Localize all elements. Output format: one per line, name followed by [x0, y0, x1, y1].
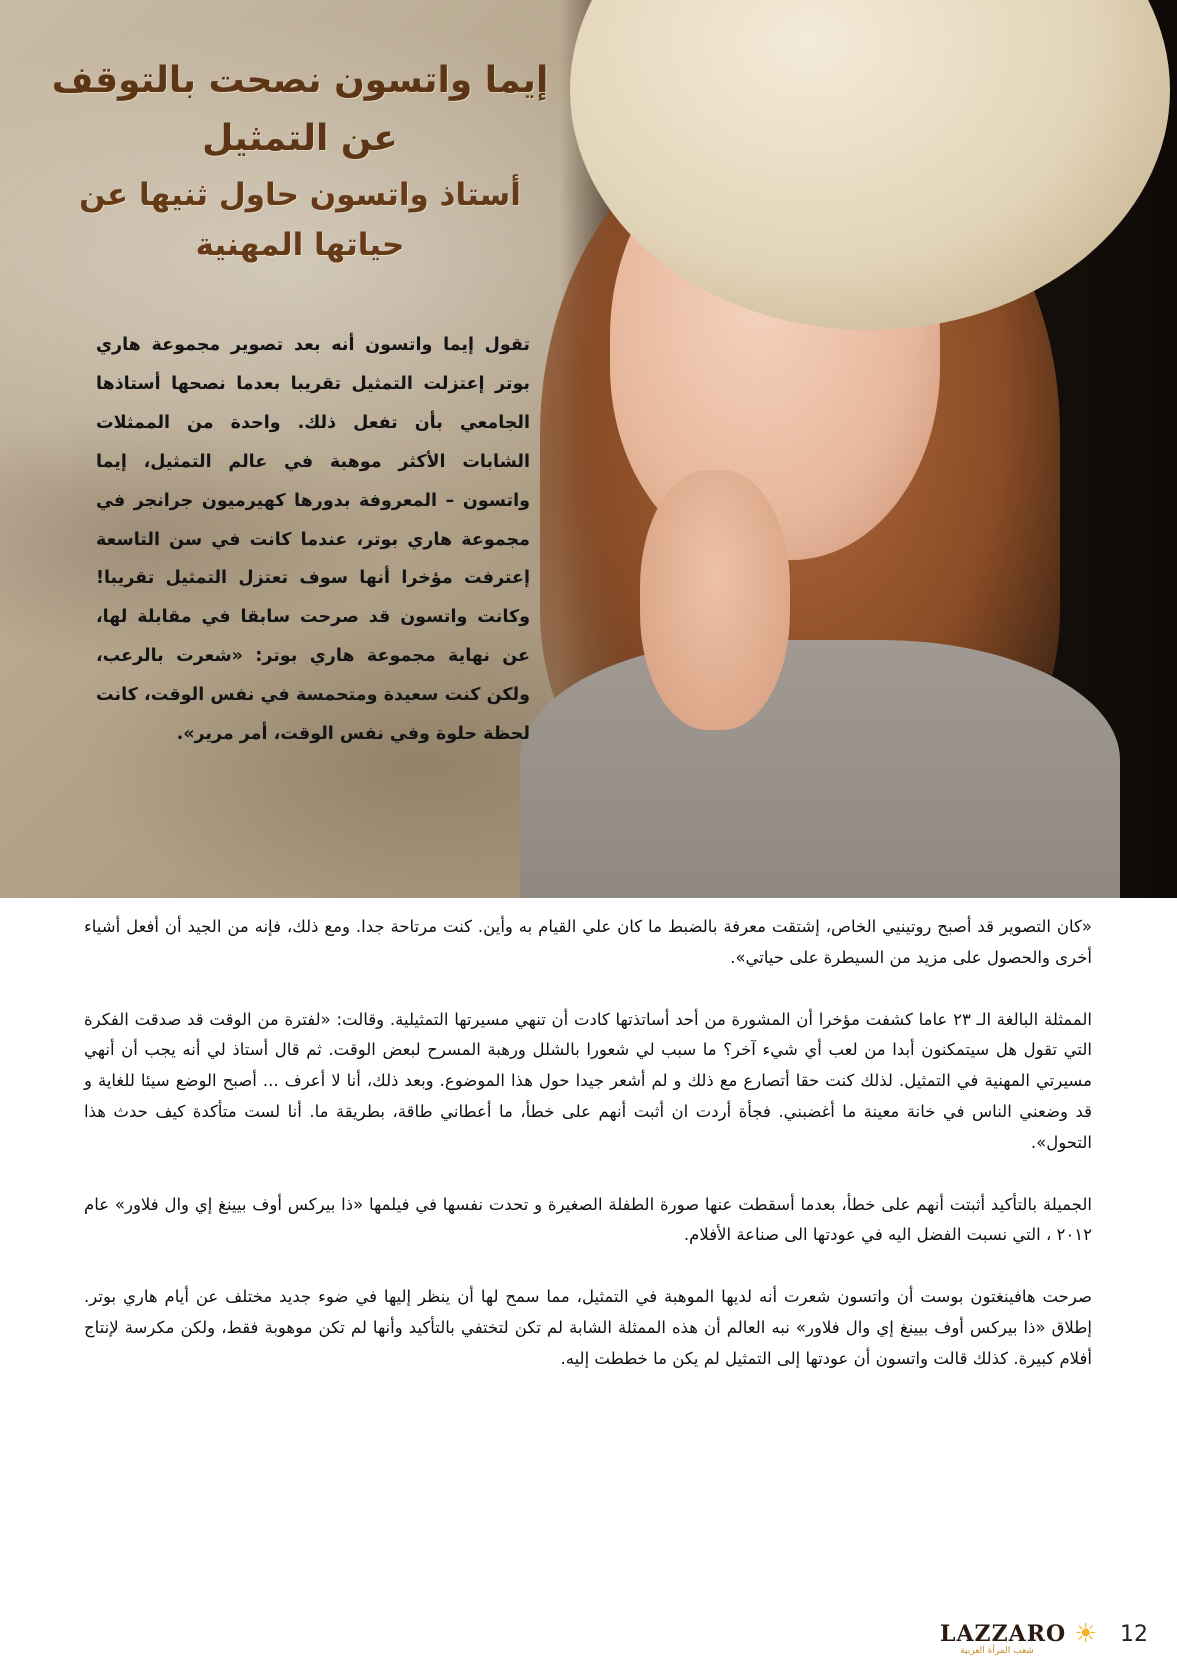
portrait-hand — [640, 470, 790, 730]
body-paragraph: صرحت هافينغتون بوست أن واتسون شعرت أنه لديها الموهبة في التمثيل، مما سمح لها أن ينظر إليها في ضوء جديد مختلف عن أيام هاري بوتر. إطلاق «ذا بيركس أوف بيينغ إي وال فلاور» نبه العالم أن هذه الممثلة الشابة لم تكن لتختفي بالتأكيد وأنها لم تكن موهوبة فقط، ولكن مكرسة لإنتاج أفلام كبيرة. كذلك قالت واتسون أن عودتها إلى التمثيل لم يكن ما خططت إليه. — [84, 1287, 1092, 1368]
intro-paragraph: تقول إيما واتسون أنه بعد تصوير مجموعة هاري بوتر إعتزلت التمثيل تقريبا بعدما نصحها أستاذها الجامعي بأن تفعل ذلك. واحدة من الممثلات الشابات الأكثر موهبة في عالم التمثيل، إيما واتسون – المعروفة بدورها كهيرميون جرانجر في مجموعة هاري بوتر، عندما كانت في سن التاسعة إعترفت مؤخرا أنها سوف تعتزل التمثيل تقريبا! وكانت واتسون قد صرحت سابقا في مقابلة لها، عن نهاية مجموعة هاري بوتر: «شعرت بالرعب، ولكن كنت سعيدة ومتحمسة في نفس الوقت، كانت لحظة حلوة وفي نفس الوقت، أمر مرير». — [96, 335, 530, 745]
magazine-logo — [940, 1621, 1068, 1657]
sun-icon: ☀ — [1074, 1619, 1098, 1649]
article-body — [84, 912, 1092, 1406]
body-paragraph: الجميلة بالتأكيد أثبتت أنهم على خطأ، بعدما أسقطت عنها صورة الطفلة الصغيرة و تحدت نفسها في فيلمها «ذا بيركس أوف بيينغ إي وال فلاور» عام ٢٠١٢ ، التي نسبت الفضل اليه في عودتها الى صناعة الأفلام. — [84, 1194, 1092, 1245]
headline-sub: أستاذ واتسون حاول ثنيها عن حياتها المهنية — [79, 177, 521, 263]
body-paragraph: الممثلة البالغة الـ ٢٣ عاما كشفت مؤخرا أن المشورة من أحد أساتذتها كادت أن تنهي مسيرتها التمثيلية. وقالت: «لفترة من الوقت قد صدقت الفكرة التي تقول هل سيتمكنون أبدا من لعب أي شيء آخر؟ ما سبب لي شعورا بالشلل ورهبة المسرح لبعض الوقت. ثم قال أستاذ لي أنه يجب أن أنهي مسيرتي المهنية في التمثيل. لذلك كنت حقا أتصارع مع ذلك و لم أشعر جيدا حول هذا الموضوع. وبعد ذلك، أنا لا أعرف ... أصبح الوضع سيئا للغاية و قد وضعني الناس في خانة معينة ما أغضبني. فجأة أردت ان أثبت أنهم على خطأ، ما أعطاني طاقة، بطريقة ما. أنا لست متأكدة كيف حدث هذا التحول». — [84, 1009, 1092, 1152]
body-paragraph: «كان التصوير قد أصبح روتينيي الخاص، إشتقت معرفة بالضبط ما كان علي القيام به وأين. كنت مرتاحة جدا. ومع ذلك، فإنه من الجيد أن أفعل أشياء أخرى والحصول على مزيد من السيطرة على حياتي». — [84, 917, 1092, 967]
logo-tagline: شعب المرأة العربية — [960, 1646, 1034, 1656]
logo-text: LAZZARO — [940, 1621, 1067, 1647]
portrait-shirt — [520, 640, 1120, 898]
page-number: 12 — [1120, 1622, 1148, 1647]
headline-main: إيما واتسون نصحت بالتوقف عن التمثيل — [51, 60, 549, 159]
